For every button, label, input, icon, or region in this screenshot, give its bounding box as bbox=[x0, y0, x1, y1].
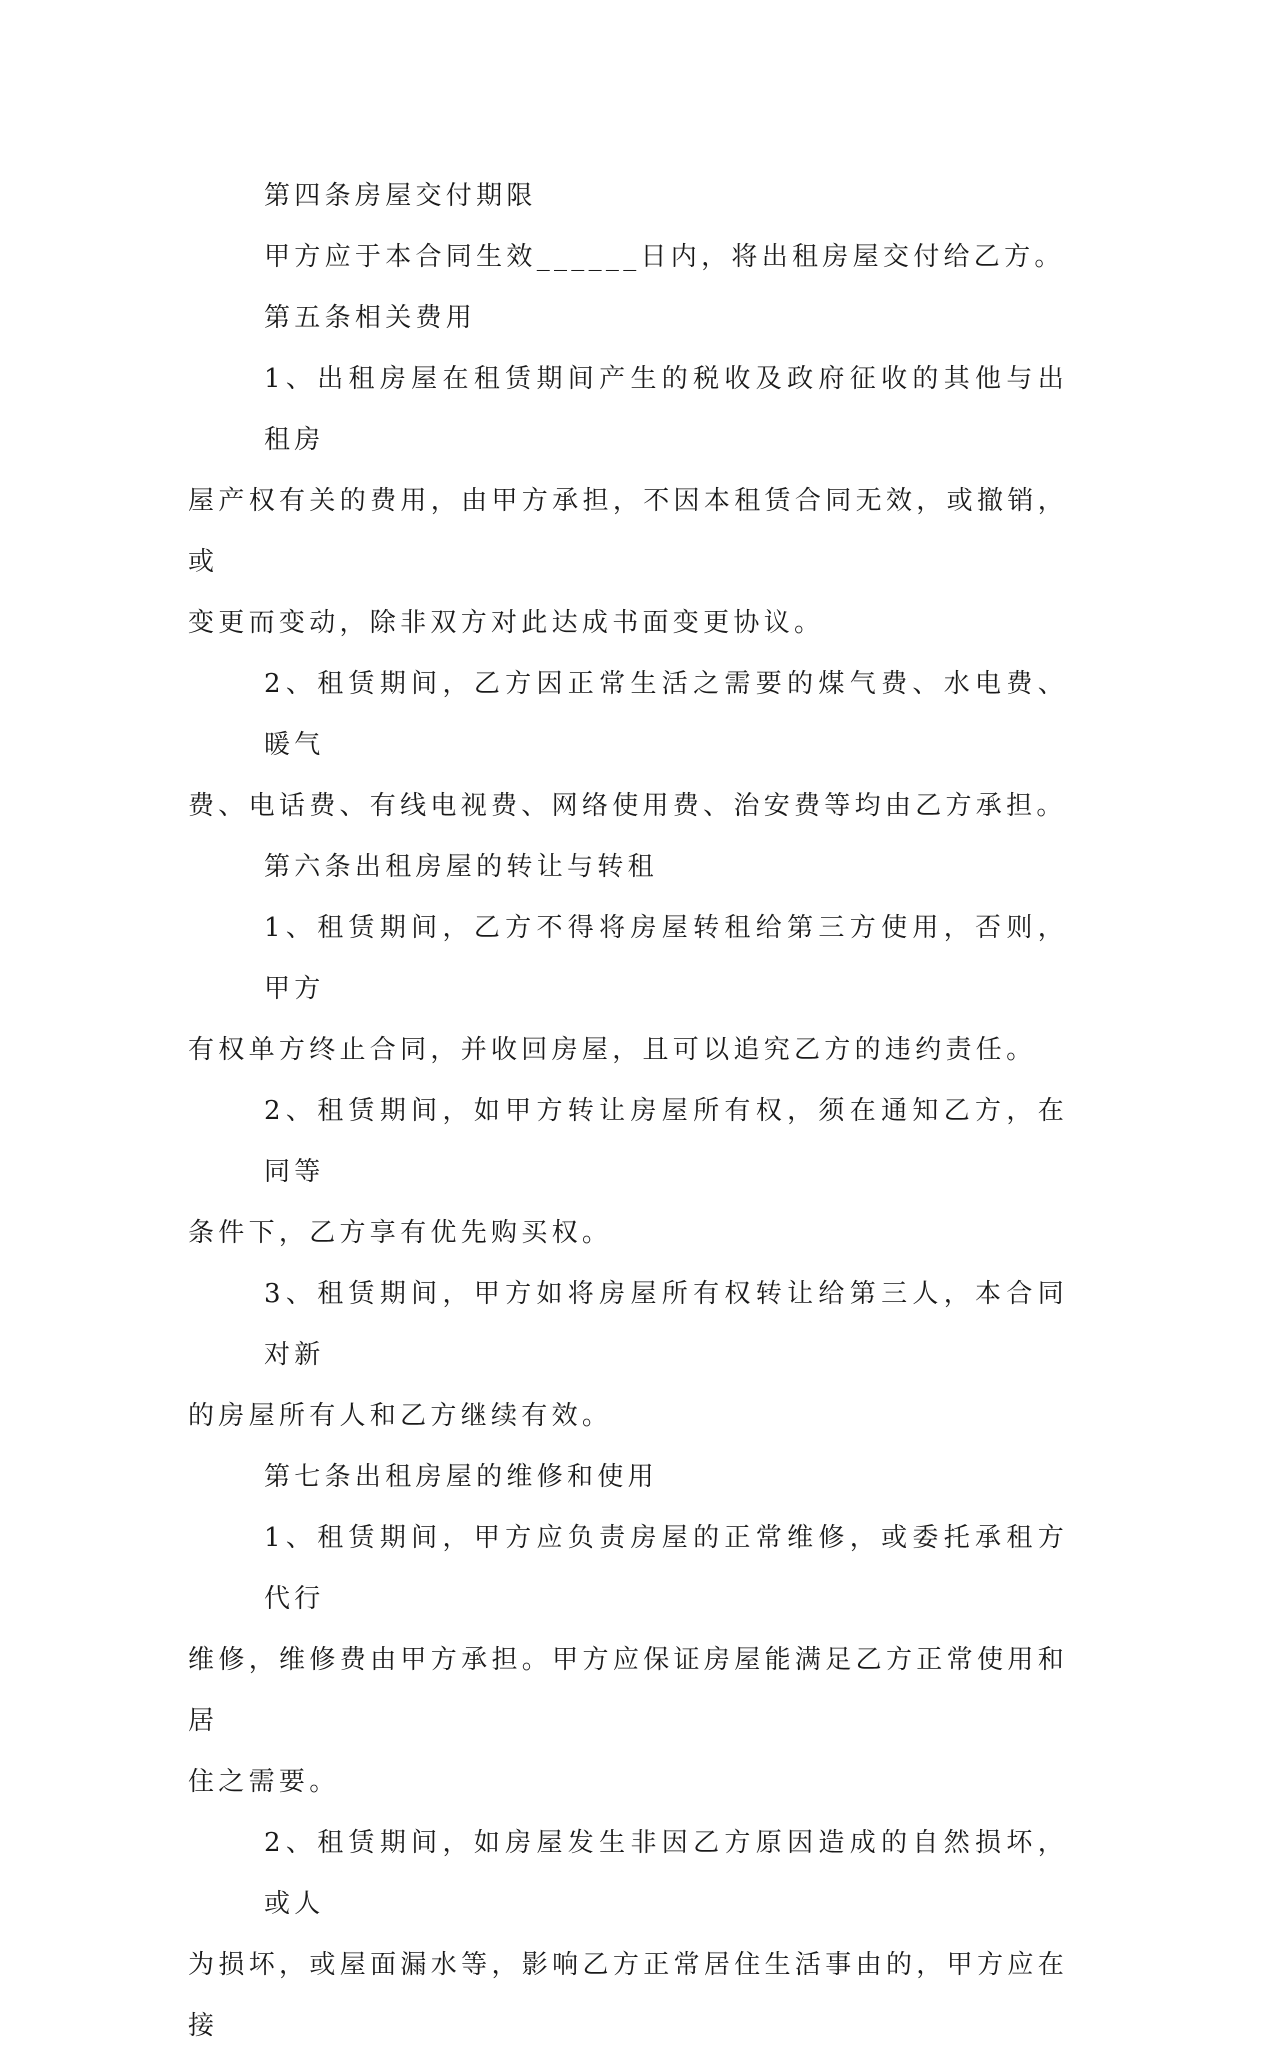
article-5-heading bbox=[188, 288, 1068, 349]
article-7-heading bbox=[188, 1447, 1068, 1508]
text-line: 3、租赁期间，甲方如将房屋所有权转让给第三人，本合同对新 bbox=[264, 1279, 1068, 1370]
text-line: 第五条相关费用 bbox=[264, 303, 477, 333]
text-line: 维修，维修费由甲方承担。甲方应保证房屋能满足乙方正常使用和居 bbox=[188, 1645, 1068, 1736]
text-line: 2、租赁期间，如房屋发生非因乙方原因造成的自然损坏，或人 bbox=[264, 1828, 1068, 1919]
text-line: 的房屋所有人和乙方继续有效。 bbox=[188, 1401, 613, 1431]
text-line: 住之需要。 bbox=[188, 1767, 340, 1797]
article-6-clause-1 bbox=[188, 898, 1068, 1081]
article-6-clause-3 bbox=[188, 1264, 1068, 1447]
article-4-heading bbox=[188, 166, 1068, 227]
text-line: 第四条房屋交付期限 bbox=[264, 181, 537, 211]
text-line: 有权单方终止合同，并收回房屋，且可以追究乙方的违约责任。 bbox=[188, 1035, 1037, 1065]
text-line: 第七条出租房屋的维修和使用 bbox=[264, 1462, 658, 1492]
text-line: 1、出租房屋在租赁期间产生的税收及政府征收的其他与出租房 bbox=[264, 364, 1068, 455]
text-line: 1、租赁期间，乙方不得将房屋转租给第三方使用，否则，甲方 bbox=[264, 913, 1068, 1004]
article-6-clause-2 bbox=[188, 1081, 1068, 1264]
text-line: 屋产权有关的费用，由甲方承担，不因本租赁合同无效，或撤销，或 bbox=[188, 486, 1068, 577]
text-line: 变更而变动，除非双方对此达成书面变更协议。 bbox=[188, 608, 825, 638]
article-7-clause-2 bbox=[188, 1813, 1068, 2057]
article-7-clause-1 bbox=[188, 1508, 1068, 1813]
text-line: 1、租赁期间，甲方应负责房屋的正常维修，或委托承租方代行 bbox=[264, 1523, 1068, 1614]
text-line: 甲方应于本合同生效______日内，将出租房屋交付给乙方。 bbox=[264, 242, 1065, 272]
article-5-clause-1 bbox=[188, 349, 1068, 654]
article-5-clause-2 bbox=[188, 654, 1068, 837]
text-line: 为损坏，或屋面漏水等，影响乙方正常居住生活事由的，甲方应在接 bbox=[188, 1950, 1068, 2041]
article-6-heading bbox=[188, 837, 1068, 898]
text-line: 2、租赁期间，乙方因正常生活之需要的煤气费、水电费、暖气 bbox=[264, 669, 1068, 760]
text-line: 费、电话费、有线电视费、网络使用费、治安费等均由乙方承担。 bbox=[188, 791, 1067, 821]
article-4-body bbox=[188, 227, 1068, 288]
text-line: 条件下，乙方享有优先购买权。 bbox=[188, 1218, 613, 1248]
text-line: 2、租赁期间，如甲方转让房屋所有权，须在通知乙方，在同等 bbox=[264, 1096, 1068, 1187]
document-body bbox=[188, 166, 1068, 2057]
text-line: 第六条出租房屋的转让与转租 bbox=[264, 852, 658, 882]
